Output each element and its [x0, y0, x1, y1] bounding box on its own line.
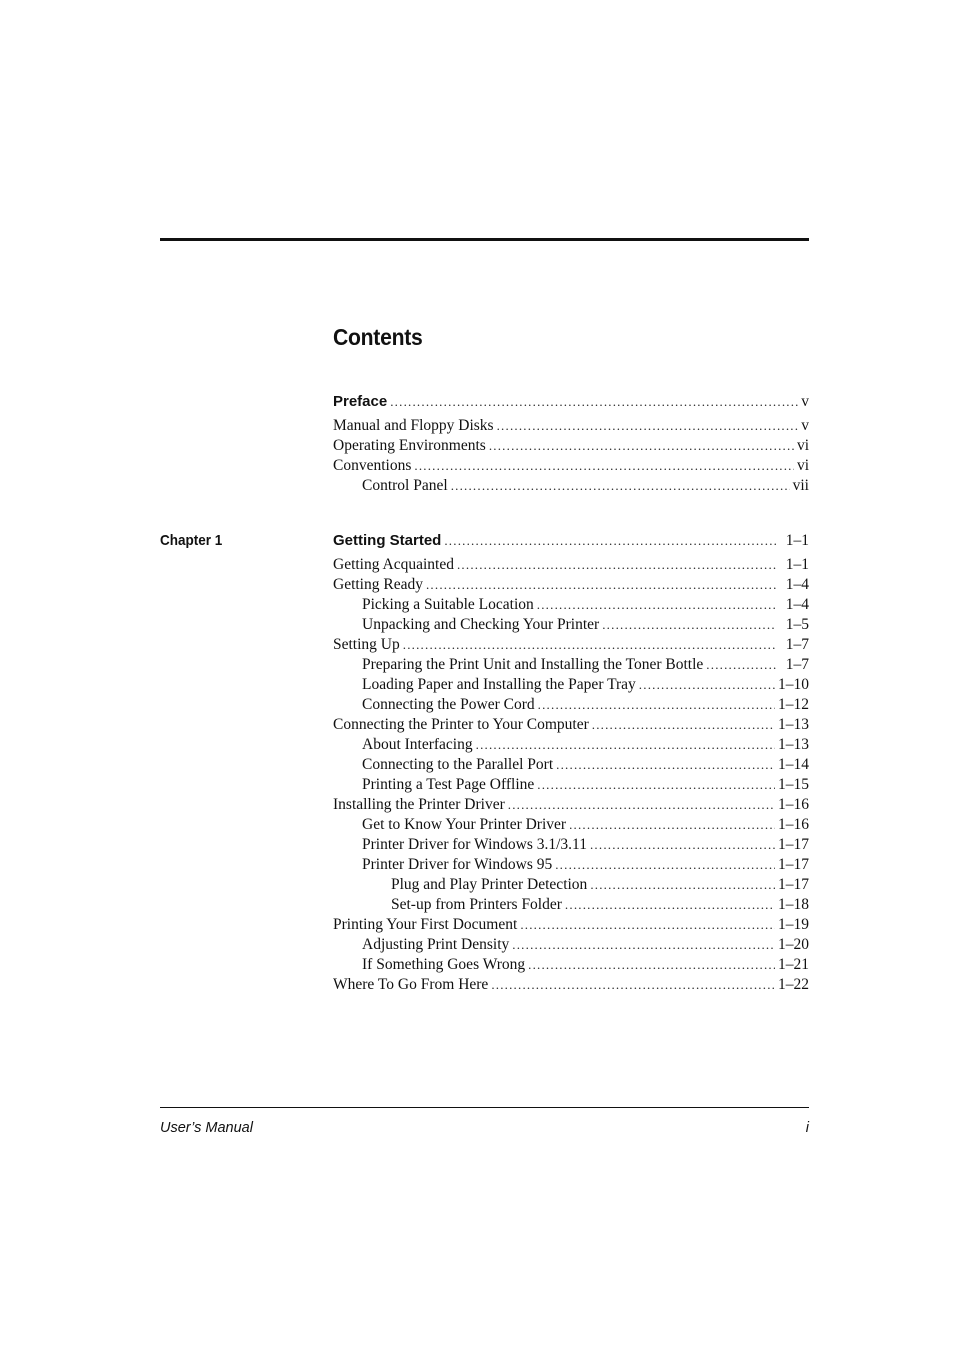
- toc-entry-label: Get to Know Your Printer Driver: [362, 816, 567, 833]
- toc-entry-label: Connecting the Printer to Your Computer: [333, 716, 589, 733]
- dot-leader: [590, 875, 775, 895]
- toc-entry[interactable]: [333, 555, 809, 575]
- toc-page-number: 1–15: [778, 776, 809, 793]
- dot-leader: [414, 456, 794, 476]
- toc-page-number: 1–18: [778, 896, 809, 913]
- toc-page-number: 1–1: [785, 556, 809, 573]
- toc-page-number: v: [801, 417, 809, 434]
- toc-entry[interactable]: [333, 615, 809, 635]
- toc-entry-label: Conventions: [333, 457, 412, 474]
- toc-entry-label: Preparing the Print Unit and Installing the Toner Bottle: [362, 656, 704, 673]
- dot-leader: [565, 895, 775, 915]
- page-title: Contents: [333, 324, 423, 350]
- dot-leader: [512, 935, 775, 955]
- toc-entry-label: Setting Up: [333, 636, 400, 653]
- toc-entry[interactable]: [333, 895, 809, 915]
- toc-page-number: 1–13: [778, 736, 809, 753]
- toc-entry[interactable]: [333, 975, 809, 995]
- dot-leader: [403, 635, 776, 655]
- toc-heading-label: Getting Started: [333, 532, 442, 549]
- toc-entry[interactable]: [333, 436, 809, 456]
- toc-page-number: 1–14: [778, 756, 809, 773]
- dot-leader: [590, 835, 775, 855]
- footer-page-number: i: [805, 1120, 809, 1136]
- toc-page-number: 1–21: [778, 956, 809, 973]
- dot-leader: [508, 795, 775, 815]
- toc-page-number: 1–17: [778, 836, 809, 853]
- toc-entry[interactable]: [333, 675, 809, 695]
- toc-chapter1-section: [333, 531, 809, 995]
- toc-entry-label: Loading Paper and Installing the Paper Tray: [362, 676, 636, 693]
- toc-entry[interactable]: [333, 755, 809, 775]
- toc-page-number: 1–1: [785, 532, 809, 549]
- toc-entry-label: Connecting the Power Cord: [362, 696, 535, 713]
- toc-page-number: 1–20: [778, 936, 809, 953]
- toc-entry[interactable]: [333, 575, 809, 595]
- toc-entry[interactable]: [333, 875, 809, 895]
- toc-entry[interactable]: [333, 795, 809, 815]
- toc-entry-label: Printer Driver for Windows 3.1/3.11: [362, 836, 587, 853]
- toc-entry[interactable]: [333, 915, 809, 935]
- toc-page-number: 1–16: [778, 816, 809, 833]
- dot-leader: [491, 975, 775, 995]
- toc-entry-label: Printing a Test Page Offline: [362, 776, 535, 793]
- dot-leader: [538, 695, 775, 715]
- dot-leader: [556, 755, 775, 775]
- toc-entry[interactable]: [333, 416, 809, 436]
- toc-entry[interactable]: [333, 635, 809, 655]
- dot-leader: [555, 855, 775, 875]
- toc-entry[interactable]: [333, 935, 809, 955]
- toc-entry-label: Connecting to the Parallel Port: [362, 756, 554, 773]
- toc-entry-label: Plug and Play Printer Detection: [391, 876, 588, 893]
- toc-entry[interactable]: [333, 855, 809, 875]
- toc-entry-label: Getting Acquainted: [333, 556, 454, 573]
- dot-leader: [451, 476, 790, 496]
- top-rule: [160, 238, 809, 241]
- toc-page-number: 1–22: [778, 976, 809, 993]
- toc-entry-label: Printer Driver for Windows 95: [362, 856, 553, 873]
- dot-leader: [497, 416, 799, 436]
- dot-leader: [528, 955, 775, 975]
- toc-page-number: vii: [792, 477, 809, 494]
- chapter-label: Chapter 1: [160, 532, 223, 549]
- toc-heading-getting-started[interactable]: [333, 531, 809, 551]
- toc-page-number: 1–7: [785, 636, 809, 653]
- toc-page-number: 1–13: [778, 716, 809, 733]
- dot-leader: [592, 715, 775, 735]
- dot-leader: [706, 655, 776, 675]
- toc-entry-label: Printing Your First Document: [333, 916, 518, 933]
- toc-page-number: 1–12: [778, 696, 809, 713]
- toc-page-number: 1–4: [785, 576, 809, 593]
- dot-leader: [426, 575, 776, 595]
- toc-entry-label: About Interfacing: [362, 736, 473, 753]
- toc-page-number: vi: [796, 457, 809, 474]
- footer-rule: [160, 1107, 809, 1108]
- toc-entry-label: Installing the Printer Driver: [333, 796, 505, 813]
- toc-entry[interactable]: [333, 835, 809, 855]
- dot-leader: [537, 775, 775, 795]
- toc-entry[interactable]: [333, 695, 809, 715]
- toc-page-number: 1–10: [778, 676, 809, 693]
- toc-entry[interactable]: [333, 476, 809, 496]
- dot-leader: [537, 595, 776, 615]
- toc-entry-label: Manual and Floppy Disks: [333, 417, 494, 434]
- toc-entry-label: Getting Ready: [333, 576, 423, 593]
- toc-chapter1-entries: [333, 555, 809, 995]
- dot-leader: [569, 815, 775, 835]
- footer-manual-title: User’s Manual: [160, 1120, 253, 1136]
- toc-page-number: 1–4: [785, 596, 809, 613]
- toc-entry-label: Operating Environments: [333, 437, 486, 454]
- toc-entry[interactable]: [333, 655, 809, 675]
- dot-leader: [390, 392, 798, 412]
- toc-entry[interactable]: [333, 715, 809, 735]
- toc-entry-label: Picking a Suitable Location: [362, 596, 534, 613]
- toc-entry-label: Control Panel: [362, 477, 448, 494]
- toc-preface-entries: [333, 416, 809, 496]
- dot-leader: [444, 531, 776, 551]
- toc-page-number: 1–5: [785, 616, 809, 633]
- dot-leader: [489, 436, 794, 456]
- toc-page-number: 1–16: [778, 796, 809, 813]
- toc-page-number: 1–19: [778, 916, 809, 933]
- dot-leader: [457, 555, 776, 575]
- toc-entry-label: Set-up from Printers Folder: [391, 896, 562, 913]
- toc-entry[interactable]: [333, 955, 809, 975]
- toc-entry[interactable]: [333, 775, 809, 795]
- dot-leader: [639, 675, 775, 695]
- toc-heading-label: Preface: [333, 393, 388, 410]
- toc-entry[interactable]: [333, 595, 809, 615]
- toc-entry[interactable]: [333, 735, 809, 755]
- toc-page-number: 1–17: [778, 856, 809, 873]
- dot-leader: [520, 915, 775, 935]
- toc-entry[interactable]: [333, 456, 809, 476]
- dot-leader: [476, 735, 775, 755]
- toc-page-number: 1–17: [778, 876, 809, 893]
- toc-entry[interactable]: [333, 815, 809, 835]
- toc-heading-preface[interactable]: [333, 392, 809, 412]
- toc-page-number: v: [801, 393, 809, 410]
- toc-preface-section: [333, 392, 809, 496]
- toc-page-number: vi: [796, 437, 809, 454]
- dot-leader: [602, 615, 776, 635]
- toc-entry-label: If Something Goes Wrong: [362, 956, 526, 973]
- toc-entry-label: Where To Go From Here: [333, 976, 489, 993]
- toc-entry-label: Unpacking and Checking Your Printer: [362, 616, 600, 633]
- toc-entry-label: Adjusting Print Density: [362, 936, 510, 953]
- toc-page-number: 1–7: [785, 656, 809, 673]
